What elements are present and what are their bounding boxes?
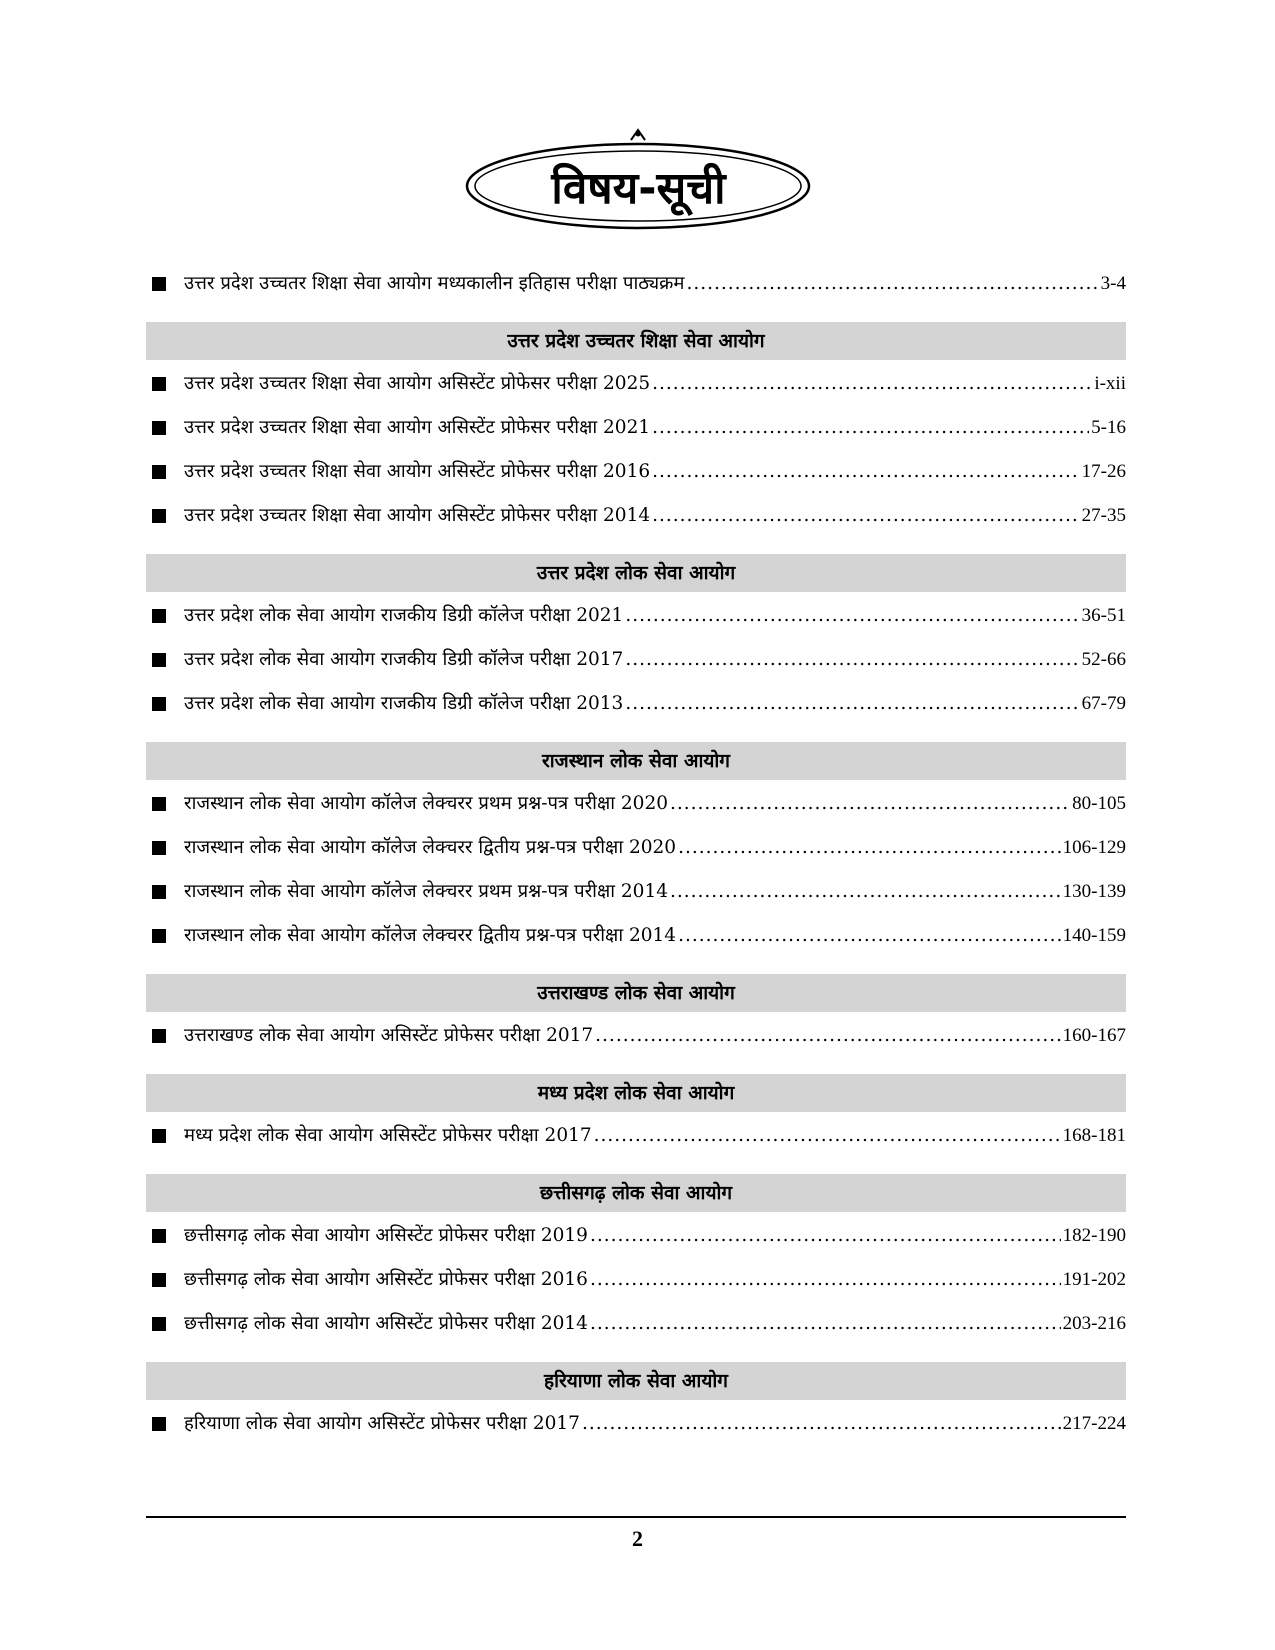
dot-leader [594, 1114, 1061, 1158]
toc-section [146, 742, 1126, 958]
toc-entry-pages: 52-66 [1081, 649, 1126, 670]
toc-entry[interactable] [146, 1014, 1126, 1058]
toc-entry-label: हरियाणा लोक सेवा आयोग असिस्टेंट प्रोफेसर परीक्षा 2017 [184, 1413, 580, 1434]
toc-entry-pages: i-xii [1094, 373, 1126, 394]
toc-entry-label: मध्य प्रदेश लोक सेवा आयोग असिस्टेंट प्रोफेसर परीक्षा 2017 [184, 1125, 592, 1146]
toc-entry-pages: 3-4 [1100, 273, 1126, 294]
section-heading: राजस्थान लोक सेवा आयोग [146, 742, 1126, 780]
toc-entry[interactable] [146, 494, 1126, 538]
dot-leader [625, 594, 1079, 638]
toc-entry[interactable] [146, 1258, 1126, 1302]
toc-entry[interactable] [146, 638, 1126, 682]
toc-entry[interactable] [146, 914, 1126, 958]
bullet-square-icon [152, 929, 166, 943]
toc-entry-label: उत्तर प्रदेश उच्चतर शिक्षा सेवा आयोग असिस्टेंट प्रोफेसर परीक्षा 2014 [184, 505, 651, 526]
toc-entry[interactable] [146, 1302, 1126, 1346]
toc-entry[interactable] [146, 682, 1126, 726]
toc-entry-pages: 160-167 [1062, 1025, 1126, 1046]
bullet-square-icon [152, 1317, 166, 1331]
section-heading: हरियाणा लोक सेवा आयोग [146, 1362, 1126, 1400]
bullet-square-icon [152, 609, 166, 623]
toc-entry-pages: 191-202 [1062, 1269, 1126, 1290]
bullet-square-icon [152, 1273, 166, 1287]
bullet-square-icon [152, 1417, 166, 1431]
bullet-square-icon [152, 885, 166, 899]
bullet-square-icon [152, 1229, 166, 1243]
toc-entry-syllabus[interactable] [146, 262, 1126, 306]
toc-entry-pages: 140-159 [1062, 925, 1126, 946]
dot-leader [652, 494, 1080, 538]
bullet-square-icon [152, 1129, 166, 1143]
toc-entry[interactable] [146, 406, 1126, 450]
toc-entry-label: उत्तर प्रदेश लोक सेवा आयोग राजकीय डिग्री कॉलेज परीक्षा 2021 [184, 605, 624, 626]
toc-entry[interactable] [146, 1114, 1126, 1158]
bullet-square-icon [152, 509, 166, 523]
toc-entry[interactable] [146, 1402, 1126, 1446]
toc-entry-label: राजस्थान लोक सेवा आयोग कॉलेज लेक्चरर प्रथम प्रश्न-पत्र परीक्षा 2020 [184, 793, 668, 814]
toc-entry[interactable] [146, 594, 1126, 638]
bullet-square-icon [152, 841, 166, 855]
dot-leader [595, 1014, 1061, 1058]
toc-entry-pages: 130-139 [1062, 881, 1126, 902]
bullet-square-icon [152, 697, 166, 711]
dot-leader [590, 1214, 1061, 1258]
dot-leader [670, 870, 1061, 914]
toc-entry[interactable] [146, 450, 1126, 494]
bullet-square-icon [152, 277, 166, 291]
toc-entry-label: राजस्थान लोक सेवा आयोग कॉलेज लेक्चरर द्वितीय प्रश्न-पत्र परीक्षा 2020 [184, 837, 677, 858]
section-heading: उत्तर प्रदेश उच्चतर शिक्षा सेवा आयोग [146, 322, 1126, 360]
section-heading: छत्तीसगढ़ लोक सेवा आयोग [146, 1174, 1126, 1212]
toc-section [146, 1174, 1126, 1346]
bullet-square-icon [152, 421, 166, 435]
page-number: 2 [632, 1526, 643, 1551]
toc-entry-pages: 80-105 [1072, 793, 1126, 814]
toc-entry-pages: 17-26 [1081, 461, 1126, 482]
toc-entry[interactable] [146, 782, 1126, 826]
bullet-square-icon [152, 377, 166, 391]
toc-section [146, 974, 1126, 1058]
section-heading: उत्तर प्रदेश लोक सेवा आयोग [146, 554, 1126, 592]
table-of-contents [146, 262, 1126, 1446]
toc-entry-pages: 203-216 [1062, 1313, 1126, 1334]
dot-leader [670, 782, 1070, 826]
toc-entry-label: उत्तर प्रदेश उच्चतर शिक्षा सेवा आयोग असिस्टेंट प्रोफेसर परीक्षा 2021 [184, 417, 651, 438]
dot-leader [686, 262, 1098, 306]
toc-section [146, 1362, 1126, 1446]
dot-leader [582, 1402, 1061, 1446]
dot-leader [652, 406, 1089, 450]
toc-entry-label: राजस्थान लोक सेवा आयोग कॉलेज लेक्चरर प्रथम प्रश्न-पत्र परीक्षा 2014 [184, 881, 668, 902]
section-heading: उत्तराखण्ड लोक सेवा आयोग [146, 974, 1126, 1012]
bullet-square-icon [152, 465, 166, 479]
toc-entry-label: उत्तर प्रदेश उच्चतर शिक्षा सेवा आयोग मध्यकालीन इतिहास परीक्षा पाठ्यक्रम [184, 273, 685, 294]
toc-entry-pages: 67-79 [1081, 693, 1126, 714]
bullet-square-icon [152, 1029, 166, 1043]
toc-entry-pages: 5-16 [1091, 417, 1126, 438]
toc-entry[interactable] [146, 826, 1126, 870]
bullet-square-icon [152, 797, 166, 811]
toc-entry-label: उत्तराखण्ड लोक सेवा आयोग असिस्टेंट प्रोफेसर परीक्षा 2017 [184, 1025, 594, 1046]
dot-leader [678, 914, 1061, 958]
toc-entry-label: उत्तर प्रदेश उच्चतर शिक्षा सेवा आयोग असिस्टेंट प्रोफेसर परीक्षा 2016 [184, 461, 651, 482]
dot-leader [590, 1258, 1061, 1302]
toc-section [146, 554, 1126, 726]
dot-leader [625, 682, 1079, 726]
toc-entry[interactable] [146, 870, 1126, 914]
dot-leader [678, 826, 1061, 870]
toc-entry-label: छत्तीसगढ़ लोक सेवा आयोग असिस्टेंट प्रोफेसर परीक्षा 2016 [184, 1269, 588, 1290]
toc-entry-pages: 106-129 [1062, 837, 1126, 858]
dot-leader [590, 1302, 1061, 1346]
toc-entry-pages: 27-35 [1081, 505, 1126, 526]
toc-entry-pages: 217-224 [1062, 1413, 1126, 1434]
toc-entry[interactable] [146, 362, 1126, 406]
page-title: विषय-सूची [551, 163, 726, 214]
toc-entry-label: छत्तीसगढ़ लोक सेवा आयोग असिस्टेंट प्रोफेसर परीक्षा 2019 [184, 1225, 588, 1246]
dot-leader [652, 450, 1080, 494]
toc-entry[interactable] [146, 1214, 1126, 1258]
section-heading: मध्य प्रदेश लोक सेवा आयोग [146, 1074, 1126, 1112]
toc-section [146, 1074, 1126, 1158]
title-badge [461, 126, 816, 236]
footer-rule [146, 1516, 1126, 1518]
toc-entry-label: उत्तर प्रदेश लोक सेवा आयोग राजकीय डिग्री कॉलेज परीक्षा 2013 [184, 693, 624, 714]
toc-entry-label: उत्तर प्रदेश उच्चतर शिक्षा सेवा आयोग असिस्टेंट प्रोफेसर परीक्षा 2025 [184, 373, 651, 394]
toc-entry-pages: 168-181 [1062, 1125, 1126, 1146]
toc-entry-pages: 182-190 [1062, 1225, 1126, 1246]
dot-leader [652, 362, 1092, 406]
dot-leader [625, 638, 1079, 682]
toc-entry-label: उत्तर प्रदेश लोक सेवा आयोग राजकीय डिग्री कॉलेज परीक्षा 2017 [184, 649, 624, 670]
bullet-square-icon [152, 653, 166, 667]
toc-entry-label: छत्तीसगढ़ लोक सेवा आयोग असिस्टेंट प्रोफेसर परीक्षा 2014 [184, 1313, 588, 1334]
toc-entry-pages: 36-51 [1081, 605, 1126, 626]
toc-section [146, 322, 1126, 538]
toc-entry-label: राजस्थान लोक सेवा आयोग कॉलेज लेक्चरर द्वितीय प्रश्न-पत्र परीक्षा 2014 [184, 925, 677, 946]
